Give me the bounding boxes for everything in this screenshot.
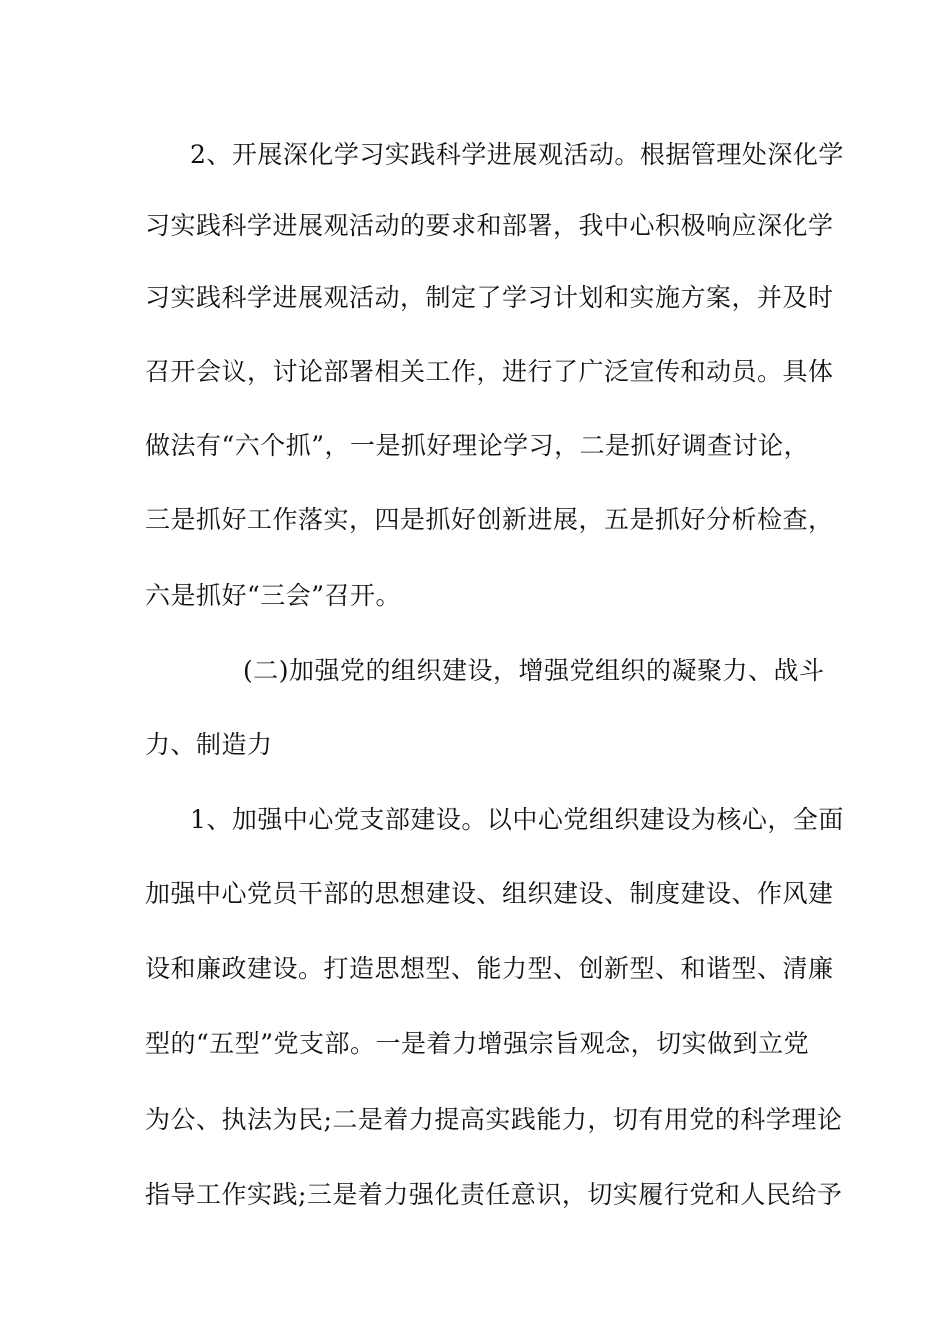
paragraph-line: 做法有“六个抓”，一是抓好理论学习，二是抓好调查讨论， xyxy=(145,431,810,460)
paragraph-line: 2、开展深化学习实践科学进展观活动。根据管理处深化学 xyxy=(190,140,844,169)
paragraph-line: 召开会议，讨论部署相关工作，进行了广泛宣传和动员。具体 xyxy=(145,357,834,386)
paragraph-line: 型的“五型”党支部。一是着力增强宗旨观念，切实做到立党 xyxy=(145,1029,810,1058)
paragraph-line: 六是抓好“三会”召开。 xyxy=(145,581,402,610)
paragraph-line: 1、加强中心党支部建设。以中心党组织建设为核心，全面 xyxy=(190,805,844,834)
paragraph-line: 指导工作实践;三是着力强化责任意识，切实履行党和人民给予 xyxy=(145,1180,843,1209)
paragraph-line: 习实践科学进展观活动的要求和部署，我中心积极响应深化学 xyxy=(145,211,834,240)
paragraph-line: 为公、执法为民;二是着力提高实践能力，切有用党的科学理论 xyxy=(145,1105,843,1134)
paragraph-line: 加强中心党员干部的思想建设、组织建设、制度建设、作风建 xyxy=(145,879,834,908)
paragraph-line: 设和廉政建设。打造思想型、能力型、创新型、和谐型、清廉 xyxy=(145,954,834,983)
section-heading-line: (二)加强党的组织建设，增强党组织的凝聚力、战斗 xyxy=(243,656,825,685)
section-heading-line: 力、制造力 xyxy=(145,730,273,759)
paragraph-line: 习实践科学进展观活动，制定了学习计划和实施方案，并及时 xyxy=(145,283,834,312)
paragraph-line: 三是抓好工作落实，四是抓好创新进展，五是抓好分析检查， xyxy=(145,505,834,534)
